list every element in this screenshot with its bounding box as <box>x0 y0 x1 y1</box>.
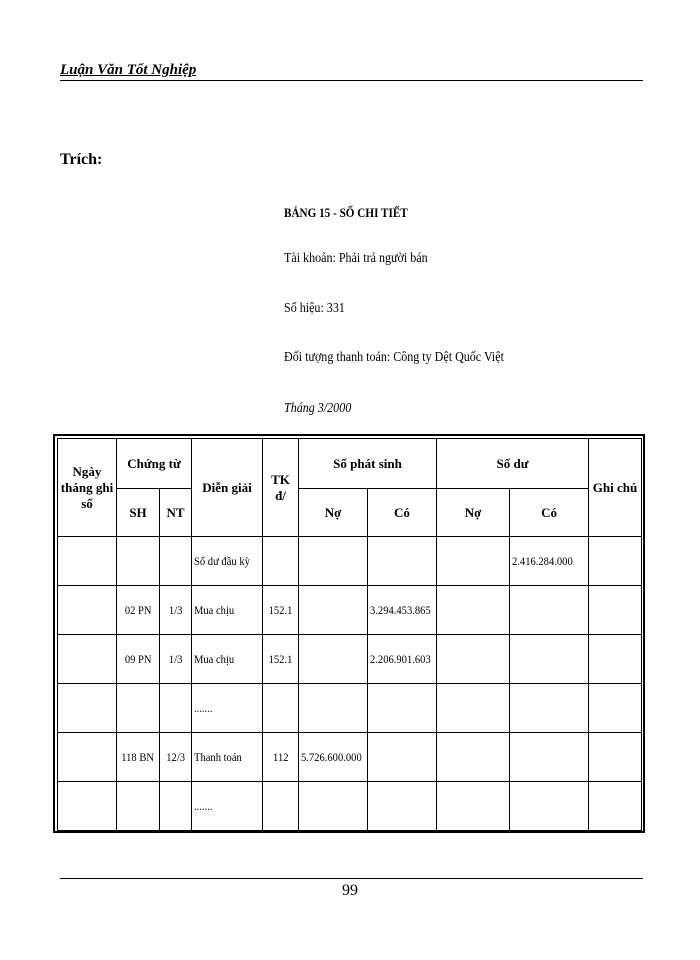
col-header-description: Diễn giải <box>192 439 263 537</box>
page-header-title: Luận Văn Tốt Nghiệp <box>60 62 197 78</box>
cell-balance-credit <box>510 733 589 782</box>
cell-arising-debit <box>299 782 368 831</box>
cell-date <box>58 733 117 782</box>
col-header-arising-debit: Nợ <box>299 489 368 537</box>
table-row <box>58 537 642 586</box>
header-divider <box>60 80 643 81</box>
cell-sh <box>117 537 160 586</box>
col-header-balance: Số dư <box>437 439 589 489</box>
cell-arising-credit: 2.206.901.603 <box>368 635 437 684</box>
cell-arising-debit <box>299 586 368 635</box>
table-row <box>58 635 642 684</box>
col-header-date: Ngày tháng ghi sổ <box>58 439 117 537</box>
report-title: BẢNG 15 - SỔ CHI TIẾT <box>284 205 408 220</box>
header-row-2 <box>58 489 642 537</box>
cell-account <box>263 684 299 733</box>
cell-sh <box>117 684 160 733</box>
footer-divider <box>60 878 643 879</box>
col-header-nt: NT <box>160 489 192 537</box>
cell-note <box>589 684 642 733</box>
cell-description: Số dư đầu kỳ <box>192 537 263 586</box>
col-header-arising: Số phát sinh <box>299 439 437 489</box>
cell-nt <box>160 684 192 733</box>
account-code: Số hiệu: 331 <box>284 301 345 316</box>
col-header-balance-debit: Nợ <box>437 489 510 537</box>
cell-note <box>589 782 642 831</box>
partner-name: Đối tượng thanh toán: Công ty Dệt Quốc Việt <box>284 350 504 365</box>
cell-account: 152.1 <box>263 635 299 684</box>
cell-nt <box>160 782 192 831</box>
cell-date <box>58 537 117 586</box>
cell-account <box>263 537 299 586</box>
col-header-arising-credit: Có <box>368 489 437 537</box>
cell-date <box>58 586 117 635</box>
page-number: 99 <box>342 882 358 899</box>
cell-description: ....... <box>192 684 263 733</box>
cell-sh: 02 PN <box>117 586 160 635</box>
cell-arising-debit <box>299 537 368 586</box>
cell-nt: 1/3 <box>160 586 192 635</box>
cell-arising-credit <box>368 733 437 782</box>
table-row <box>58 733 642 782</box>
cell-nt <box>160 537 192 586</box>
cell-description: Mua chịu <box>192 586 263 635</box>
cell-account <box>263 782 299 831</box>
cell-description: Thanh toán <box>192 733 263 782</box>
col-header-note: Ghi chú <box>589 439 642 537</box>
cell-sh: 118 BN <box>117 733 160 782</box>
cell-note <box>589 586 642 635</box>
account-name: Tài khoản: Phải trả người bán <box>284 251 428 266</box>
col-header-voucher: Chứng từ <box>117 439 192 489</box>
cell-balance-credit: 2.416.284.000 <box>510 537 589 586</box>
cell-balance-debit <box>437 684 510 733</box>
cell-nt: 12/3 <box>160 733 192 782</box>
cell-arising-credit <box>368 537 437 586</box>
cell-arising-debit <box>299 635 368 684</box>
cell-note <box>589 635 642 684</box>
intro-label: Trích: <box>60 151 103 168</box>
table-row <box>58 684 642 733</box>
cell-account: 152.1 <box>263 586 299 635</box>
col-header-sh: SH <box>117 489 160 537</box>
table-row <box>58 586 642 635</box>
cell-note <box>589 537 642 586</box>
cell-balance-credit <box>510 586 589 635</box>
table-row <box>58 782 642 831</box>
cell-arising-credit <box>368 684 437 733</box>
cell-balance-debit <box>437 586 510 635</box>
cell-balance-debit <box>437 733 510 782</box>
report-period: Tháng 3/2000 <box>284 401 352 416</box>
cell-balance-credit <box>510 684 589 733</box>
ledger-table <box>57 438 642 831</box>
cell-arising-debit: 5.726.600.000 <box>299 733 368 782</box>
ledger-table-frame <box>53 434 645 833</box>
cell-balance-debit <box>437 635 510 684</box>
cell-date <box>58 635 117 684</box>
cell-balance-debit <box>437 782 510 831</box>
cell-sh <box>117 782 160 831</box>
cell-sh: 09 PN <box>117 635 160 684</box>
header-row-1 <box>58 439 642 489</box>
cell-arising-debit <box>299 684 368 733</box>
col-header-account: TK đ/ <box>263 439 299 537</box>
cell-date <box>58 782 117 831</box>
cell-note <box>589 733 642 782</box>
cell-balance-debit <box>437 537 510 586</box>
cell-balance-credit <box>510 635 589 684</box>
cell-description: Mua chịu <box>192 635 263 684</box>
cell-arising-credit: 3.294.453.865 <box>368 586 437 635</box>
cell-date <box>58 684 117 733</box>
col-header-balance-credit: Có <box>510 489 589 537</box>
cell-arising-credit <box>368 782 437 831</box>
cell-description: ....... <box>192 782 263 831</box>
cell-nt: 1/3 <box>160 635 192 684</box>
cell-balance-credit <box>510 782 589 831</box>
cell-account: 112 <box>263 733 299 782</box>
